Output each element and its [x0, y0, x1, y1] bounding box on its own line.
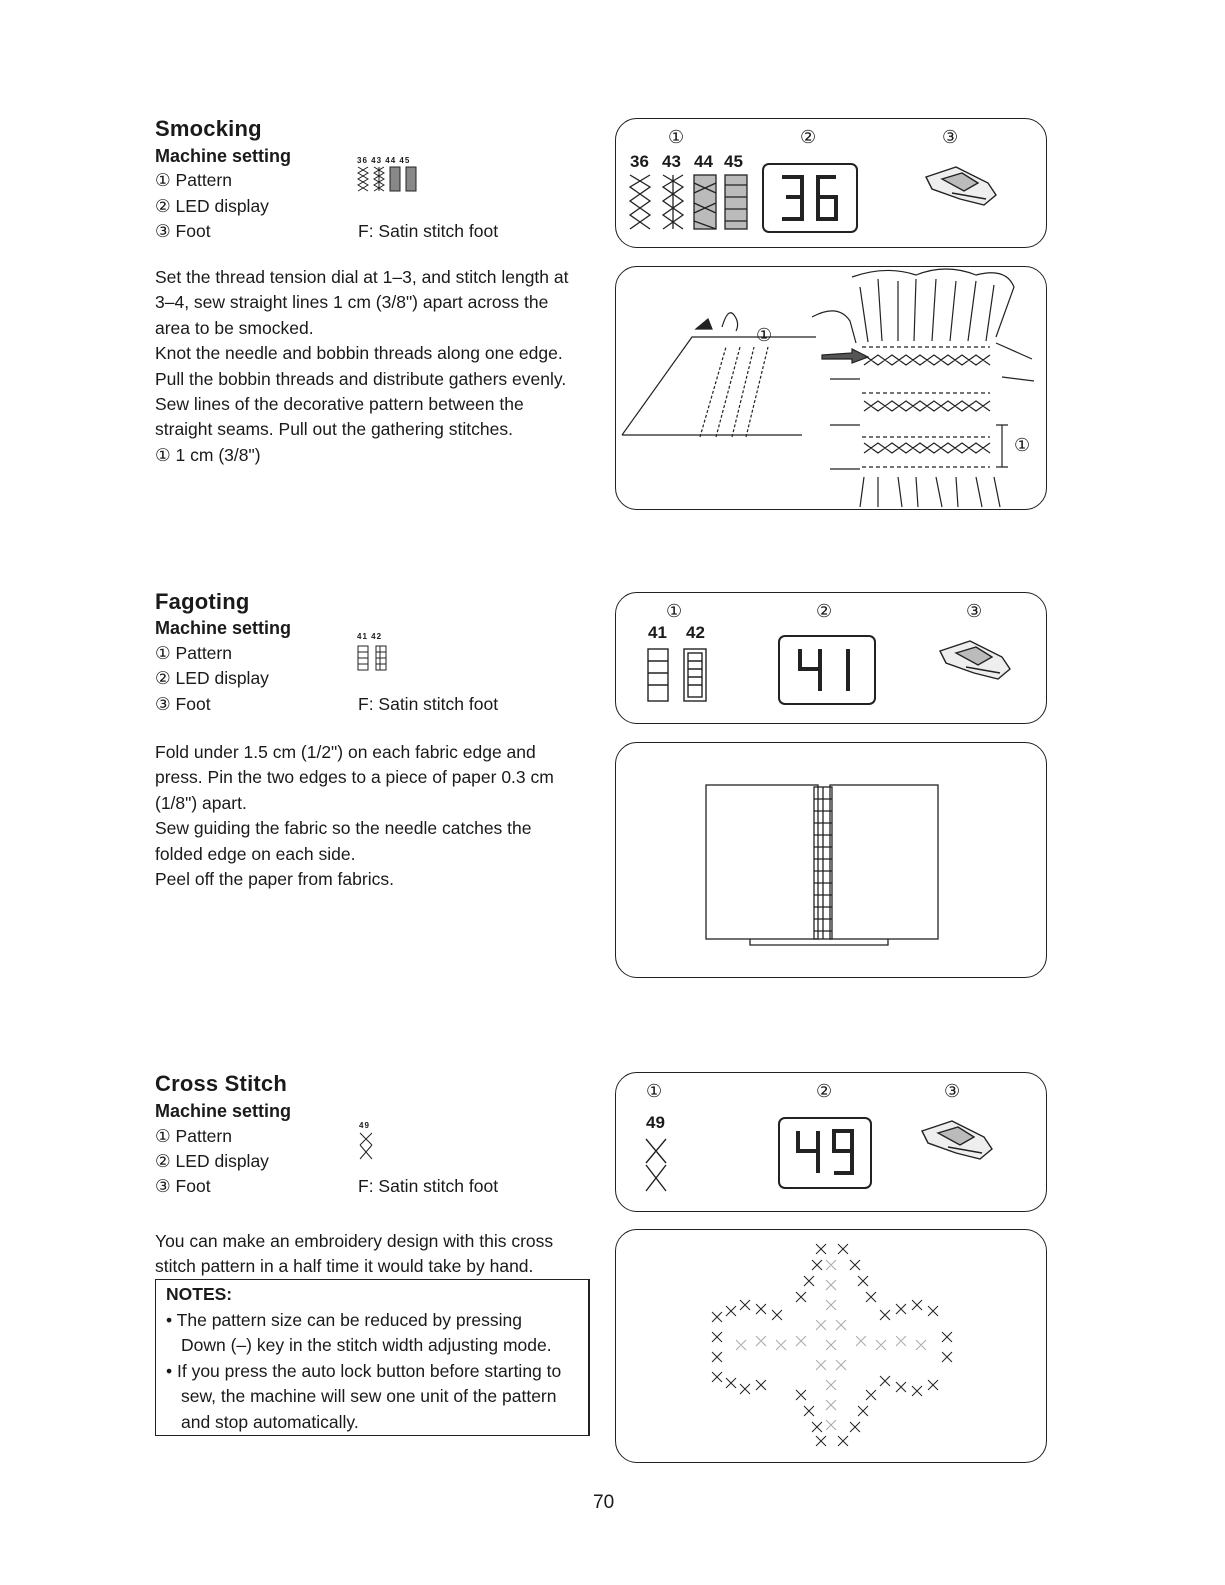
- callout-1: ①: [756, 325, 773, 345]
- fagoting-stitch-icons: [646, 645, 716, 705]
- led-digits-41: [794, 645, 860, 695]
- callout-3: ③: [944, 1081, 961, 1101]
- fagoting-machine-setting-heading: Machine setting: [155, 618, 292, 638]
- page-number: 70: [593, 1492, 615, 1513]
- pattern-number: 49: [646, 1113, 665, 1132]
- smocking-led-label: ② LED display: [155, 196, 269, 216]
- fagoting-instructions: [155, 740, 595, 892]
- cross-stitch-instructions: [155, 1229, 595, 1280]
- callout-1: ①: [668, 127, 685, 147]
- smocking-machine-setting-heading: Machine setting: [155, 146, 292, 166]
- text-line: You can make an embroidery design with this cross: [155, 1231, 554, 1251]
- cross-stitch-title: Cross Stitch: [155, 1071, 287, 1096]
- led-display: [778, 635, 876, 705]
- pattern-number: 44: [694, 152, 713, 171]
- cross-stitch-illustration-panel: [615, 1229, 1047, 1463]
- fagoting-title: Fagoting: [155, 589, 250, 614]
- callout-1: ①: [666, 601, 683, 621]
- smocking-pattern-numbers: 36 43 44 45: [357, 156, 411, 165]
- cross-stitch-foot-value: F: Satin stitch foot: [358, 1176, 499, 1196]
- text-line: Down (–) key in the stitch width adjusting mode.: [181, 1335, 552, 1356]
- note-item: [166, 1308, 552, 1359]
- callout-2: ②: [816, 601, 833, 621]
- cross-stitch-pattern-number: 49: [359, 1121, 370, 1130]
- text-line: • If you press the auto lock button before starting to: [166, 1361, 562, 1381]
- smocking-stitch-icons: [628, 173, 753, 231]
- cross-stitch-led-label: ② LED display: [155, 1151, 269, 1171]
- text-line: press. Pin the two edges to a piece of paper 0.3 cm: [155, 767, 554, 788]
- fagoting-pattern-numbers: 41 42: [357, 632, 383, 641]
- text-line: straight seams. Pull out the gathering stitches.: [155, 419, 513, 440]
- text-line: Knot the needle and bobbin threads along one edge.: [155, 343, 563, 364]
- pattern-number: 45: [724, 152, 743, 171]
- fagoting-illustration-panel: [615, 742, 1047, 978]
- callout-1: ①: [1014, 435, 1031, 455]
- callout-3: ③: [942, 127, 959, 147]
- led-display: [778, 1117, 872, 1189]
- notes-title: NOTES:: [166, 1284, 233, 1304]
- fagoting-setting-panel: [615, 592, 1047, 724]
- smocking-illustration-panel: [615, 266, 1047, 510]
- smocking-pattern-label: ① Pattern: [155, 170, 232, 190]
- satin-stitch-foot-icon: [922, 163, 1002, 213]
- cross-stitch-foot-label: ③ Foot: [155, 1176, 211, 1196]
- pattern-number: 43: [662, 152, 681, 171]
- text-line: Sew guiding the fabric so the needle catches the: [155, 818, 532, 839]
- fagoting-pattern-icons: [356, 642, 392, 672]
- text-line: sew, the machine will sew one unit of the pattern: [181, 1386, 557, 1407]
- cross-stitch-icon: [644, 1137, 670, 1193]
- text-line: Peel off the paper from fabrics.: [155, 869, 394, 890]
- smocking-instructions: [155, 265, 595, 468]
- text-line: Set the thread tension dial at 1–3, and stitch length at: [155, 267, 569, 287]
- text-line: Sew lines of the decorative pattern between the: [155, 394, 524, 415]
- fagoting-illustration: [616, 743, 1046, 977]
- smocking-foot-label: ③ Foot: [155, 221, 211, 241]
- text-line: ① 1 cm (3/8"): [155, 444, 261, 465]
- callout-2: ②: [800, 127, 817, 147]
- callout-3: ③: [966, 601, 983, 621]
- callout-2: ②: [816, 1081, 833, 1101]
- text-line: and stop automatically.: [181, 1411, 359, 1432]
- cross-stitch-pattern-icon: [358, 1131, 374, 1161]
- cross-stitch-pattern-label: ① Pattern: [155, 1126, 232, 1146]
- fagoting-pattern-label: ① Pattern: [155, 643, 232, 663]
- fagoting-led-label: ② LED display: [155, 668, 269, 688]
- text-line: (1/8") apart.: [155, 792, 247, 813]
- text-line: Fold under 1.5 cm (1/2") on each fabric edge and: [155, 742, 536, 762]
- smocking-illustration: [616, 267, 1046, 509]
- satin-stitch-foot-icon: [918, 1117, 998, 1167]
- led-display: [762, 163, 858, 233]
- text-line: folded edge on each side.: [155, 843, 356, 864]
- callout-1: ①: [646, 1081, 663, 1101]
- satin-stitch-foot-icon: [936, 637, 1016, 687]
- text-line: area to be smocked.: [155, 317, 314, 338]
- cross-stitch-embroidery-illustration: [616, 1230, 1046, 1462]
- led-digits-36: [778, 173, 844, 223]
- text-line: Pull the bobbin threads and distribute gathers evenly.: [155, 368, 567, 389]
- smocking-title: Smocking: [155, 116, 262, 141]
- pattern-number: 42: [686, 623, 705, 642]
- pattern-number: 41: [648, 623, 667, 642]
- text-line: stitch pattern in a half time it would take by hand.: [155, 1256, 534, 1277]
- text-line: • The pattern size can be reduced by pressing: [166, 1310, 523, 1330]
- fagoting-foot-label: ③ Foot: [155, 694, 211, 714]
- led-digits-49: [794, 1127, 860, 1177]
- notes-box: [155, 1279, 590, 1436]
- pattern-number: 36: [630, 152, 649, 171]
- smocking-foot-value: F: Satin stitch foot: [358, 221, 499, 241]
- note-item: [166, 1359, 561, 1435]
- smocking-pattern-icons: [356, 165, 418, 193]
- text-line: 3–4, sew straight lines 1 cm (3/8") apart across the: [155, 292, 549, 313]
- fagoting-foot-value: F: Satin stitch foot: [358, 694, 499, 714]
- cross-stitch-machine-setting-heading: Machine setting: [155, 1101, 292, 1121]
- cross-stitch-setting-panel: [615, 1072, 1047, 1212]
- smocking-setting-panel: [615, 118, 1047, 248]
